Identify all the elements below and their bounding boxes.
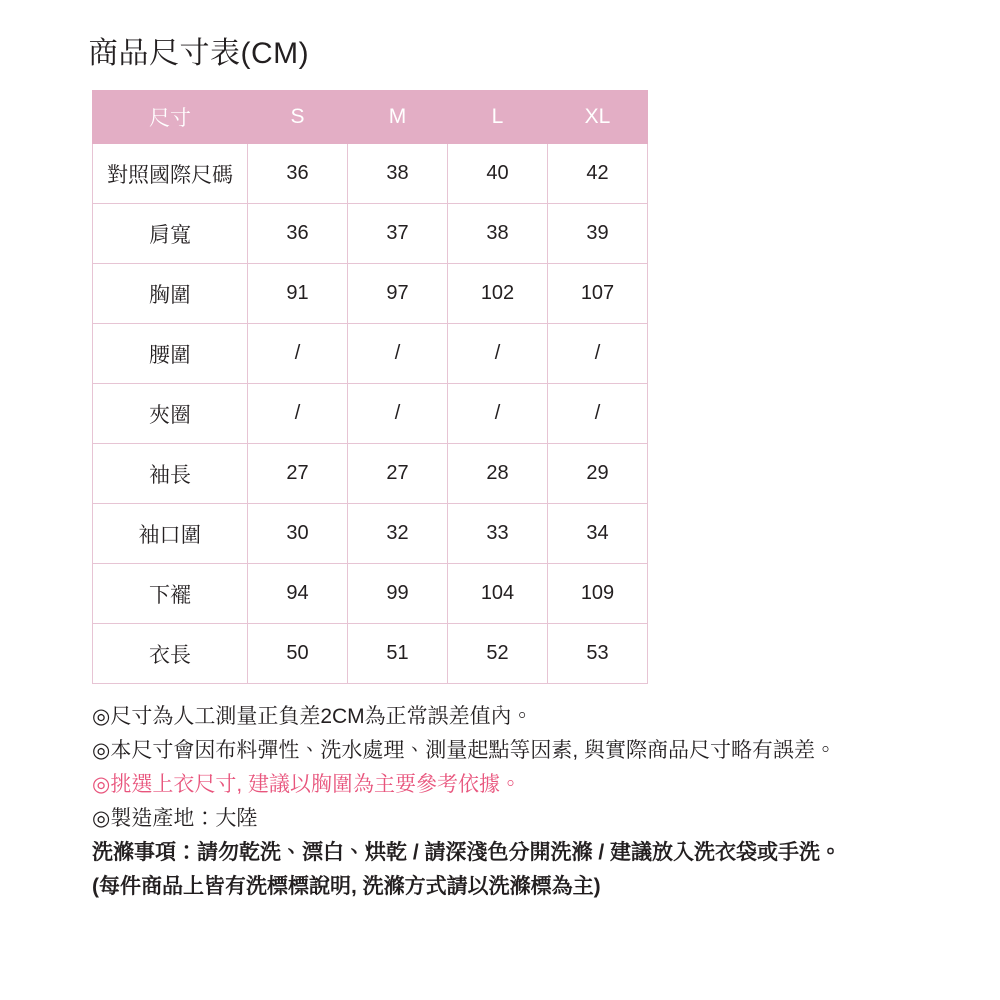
note-size-recommendation: ◎挑選上衣尺寸, 建議以胸圍為主要參考依據。 <box>92 773 521 797</box>
cell-s: 94 <box>248 564 348 624</box>
table-row <box>93 204 648 264</box>
cell-s: 27 <box>248 444 348 504</box>
cell-s: 30 <box>248 504 348 564</box>
cell-l: 38 <box>448 204 548 264</box>
cell-xl: 29 <box>548 444 648 504</box>
column-header-size: 尺寸 <box>93 91 248 144</box>
cell-l: 40 <box>448 144 548 204</box>
cell-xl: 107 <box>548 264 648 324</box>
column-header-m: M <box>348 91 448 144</box>
row-label: 肩寬 <box>93 204 248 264</box>
cell-m: 37 <box>348 204 448 264</box>
note-origin: ◎製造產地：大陸 <box>92 807 258 831</box>
cell-m: 38 <box>348 144 448 204</box>
cell-m: 51 <box>348 624 448 684</box>
size-table-head <box>93 91 648 144</box>
table-row <box>93 324 648 384</box>
cell-m: / <box>348 324 448 384</box>
cell-xl: 109 <box>548 564 648 624</box>
cell-s: 50 <box>248 624 348 684</box>
note-fabric-variance: ◎本尺寸會因布料彈性、洗水處理、測量起點等因素, 與實際商品尺寸略有誤差。 <box>92 739 836 763</box>
cell-m: 32 <box>348 504 448 564</box>
size-table <box>92 90 648 684</box>
cell-m: 97 <box>348 264 448 324</box>
table-header-row <box>93 91 648 144</box>
row-label: 腰圍 <box>93 324 248 384</box>
row-label: 下襬 <box>93 564 248 624</box>
cell-s: 36 <box>248 144 348 204</box>
row-label: 袖口圍 <box>93 504 248 564</box>
note-washing-instructions: 洗滌事項：請勿乾洗、漂白、烘乾 / 請深淺色分開洗滌 / 建議放入洗衣袋或手洗。 <box>92 841 842 865</box>
cell-s: / <box>248 384 348 444</box>
cell-l: 104 <box>448 564 548 624</box>
table-row <box>93 144 648 204</box>
cell-m: 27 <box>348 444 448 504</box>
column-header-s: S <box>248 91 348 144</box>
row-label: 夾圈 <box>93 384 248 444</box>
cell-l: 33 <box>448 504 548 564</box>
table-row <box>93 564 648 624</box>
note-care-label: (每件商品上皆有洗標標說明, 洗滌方式請以洗滌標為主) <box>92 875 601 899</box>
cell-m: 99 <box>348 564 448 624</box>
cell-xl: / <box>548 324 648 384</box>
cell-xl: 42 <box>548 144 648 204</box>
cell-l: / <box>448 384 548 444</box>
row-label: 胸圍 <box>93 264 248 324</box>
cell-l: 52 <box>448 624 548 684</box>
cell-l: 102 <box>448 264 548 324</box>
cell-xl: 34 <box>548 504 648 564</box>
table-row <box>93 504 648 564</box>
cell-s: 91 <box>248 264 348 324</box>
cell-s: / <box>248 324 348 384</box>
row-label: 對照國際尺碼 <box>93 144 248 204</box>
cell-l: / <box>448 324 548 384</box>
cell-s: 36 <box>248 204 348 264</box>
table-row <box>93 264 648 324</box>
column-header-xl: XL <box>548 91 648 144</box>
cell-xl: 53 <box>548 624 648 684</box>
note-measurement-tolerance: ◎尺寸為人工測量正負差2CM為正常誤差值內。 <box>92 705 533 728</box>
cell-xl: 39 <box>548 204 648 264</box>
page-title: 商品尺寸表(CM) <box>88 37 310 70</box>
cell-l: 28 <box>448 444 548 504</box>
table-row <box>93 384 648 444</box>
size-table-body <box>93 144 648 684</box>
cell-m: / <box>348 384 448 444</box>
table-row <box>93 444 648 504</box>
cell-xl: / <box>548 384 648 444</box>
row-label: 袖長 <box>93 444 248 504</box>
row-label: 衣長 <box>93 624 248 684</box>
column-header-l: L <box>448 91 548 144</box>
table-row <box>93 624 648 684</box>
notes-section <box>92 700 940 904</box>
